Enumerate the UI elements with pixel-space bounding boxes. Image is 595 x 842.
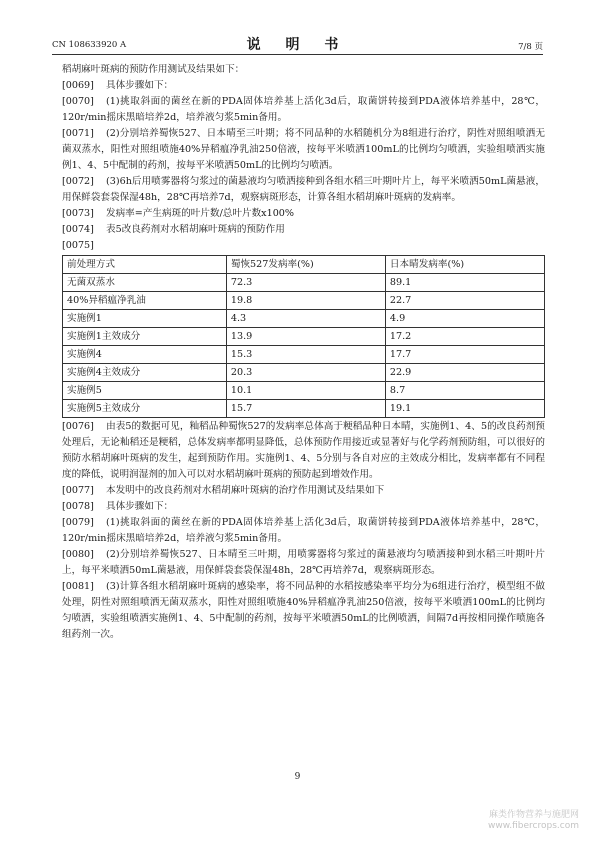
- table-cell: 89.1: [385, 274, 544, 292]
- column-header: 日本晴发病率(%): [385, 256, 544, 274]
- intro-line: 稻胡麻叶斑病的预防作用测试及结果如下：: [62, 64, 245, 75]
- paragraph: [62, 222, 545, 238]
- paragraph-number: [0074]: [62, 224, 94, 235]
- paragraph-text: 发病率=产生病斑的叶片数/总叶片数x100%: [106, 208, 295, 219]
- paragraph: [62, 579, 545, 643]
- table-cell: 8.7: [385, 382, 544, 400]
- table-cell: 22.9: [385, 364, 544, 382]
- table-cell: 13.9: [226, 328, 385, 346]
- table-cell: 72.3: [226, 274, 385, 292]
- paragraph-group-a: [62, 78, 545, 254]
- table-row: [63, 274, 545, 292]
- page-header: [52, 32, 543, 55]
- paragraph-text: (3)6h后用喷雾器将匀浆过的菌悬液均匀喷洒接种到各组水稻三叶期叶片上，每平米喷洒50mL菌悬液，用保鲜袋套袋保湿48h，28℃再培养7d，观察病斑形态，计算各组水稻胡麻叶斑病的发病率。: [62, 176, 545, 203]
- table-row: [63, 346, 545, 364]
- table-cell: 15.3: [226, 346, 385, 364]
- table-cell: 实施例4: [63, 346, 227, 364]
- page-number: 9: [294, 772, 301, 782]
- paragraph-text: (2)分别培养蜀恢527、日本晴至三叶期，用喷雾器将匀浆过的菌悬液均匀喷洒接种到水稻三叶期叶片上，每平米喷洒50mL菌悬液，用保鲜袋套袋保湿48h，28℃再培养7d，观察病斑形态。: [62, 549, 545, 576]
- paragraph: [62, 94, 545, 126]
- paragraph-number: [0075]: [62, 240, 94, 251]
- paragraph: [62, 126, 545, 174]
- paragraph: [62, 499, 545, 515]
- table-cell: 15.7: [226, 400, 385, 418]
- paragraph-text: (1)挑取斜面的菌丝在新的PDA固体培养基上活化3d后，取菌饼转接到PDA液体培养基中，28℃，120r/min摇床黑暗培养2d，培养液匀浆5min备用。: [62, 517, 545, 544]
- data-table: [62, 255, 545, 418]
- paragraph: [62, 174, 545, 206]
- paragraph: [62, 238, 545, 254]
- table-cell: 19.8: [226, 292, 385, 310]
- paragraph-number: [0072]: [62, 176, 94, 187]
- table-cell: 无菌双蒸水: [63, 274, 227, 292]
- page-reference: 7/8 页: [518, 42, 543, 52]
- table-cell: 22.7: [385, 292, 544, 310]
- paragraph-group-b: [62, 419, 545, 643]
- table-cell: 4.3: [226, 310, 385, 328]
- table-cell: 17.7: [385, 346, 544, 364]
- table-cell: 17.2: [385, 328, 544, 346]
- paragraph-number: [0077]: [62, 485, 94, 496]
- table-cell: 20.3: [226, 364, 385, 382]
- paragraph-text: 具体步骤如下：: [106, 501, 174, 512]
- paragraph-text: (3)计算各组水稻胡麻叶斑病的感染率，将不同品种的水稻按感染率平均分为6组进行治疗，模型组不做处理，阴性对照组喷洒无菌双蒸水，阳性对照组喷施40%异稻瘟净乳油250倍液，按每平米喷洒100mL的比例均匀喷洒，实验组喷洒实施例1、4、5中配制的药剂，按每平米喷洒50mL的比例喷洒，间隔7d再按相同操作喷施各组药剂一次。: [62, 581, 545, 640]
- paragraph: [62, 78, 545, 94]
- watermark-line: 麻类作物营养与施肥网: [488, 810, 579, 820]
- table-row: [63, 292, 545, 310]
- paragraph-text: 表5改良药剂对水稻胡麻叶斑病的预防作用: [106, 224, 285, 235]
- paragraph-number: [0070]: [62, 96, 94, 107]
- paragraph-number: [0069]: [62, 80, 94, 91]
- paragraph: [62, 547, 545, 579]
- table-cell: 10.1: [226, 382, 385, 400]
- paragraph-text: 本发明中的改良药剂对水稻胡麻叶斑病的治疗作用测试及结果如下: [106, 485, 385, 496]
- table-header-row: [63, 256, 545, 274]
- paragraph-number: [0078]: [62, 501, 94, 512]
- table-cell: 实施例1: [63, 310, 227, 328]
- paragraph: [62, 419, 545, 483]
- paragraph-number: [0080]: [62, 549, 94, 560]
- paragraph-text: (2)分别培养蜀恢527、日本晴至三叶期；将不同品种的水稻随机分为8组进行治疗，阴性对照组喷洒无菌双蒸水，阳性对照组喷施40%异稻瘟净乳油250倍液，按每平米喷洒100mL的比例均匀喷洒，实验组喷洒实施例1、4、5中配制的药剂，按每平米喷洒50mL的比例均匀喷洒。: [62, 128, 545, 171]
- table-row: [63, 364, 545, 382]
- table-cell: 19.1: [385, 400, 544, 418]
- paragraph: [62, 206, 545, 222]
- paragraph-text: (1)挑取斜面的菌丝在新的PDA固体培养基上活化3d后，取菌饼转接到PDA液体培养基中，28℃，120r/min摇床黑暗培养2d，培养液匀浆5min备用。: [62, 96, 545, 123]
- column-header: 蜀恢527发病率(%): [226, 256, 385, 274]
- publication-number: CN 108633920 A: [52, 40, 127, 50]
- document-title: 说 明 书: [246, 37, 349, 53]
- table-cell: 40%异稻瘟净乳油: [63, 292, 227, 310]
- table-cell: 实施例5主效成分: [63, 400, 227, 418]
- column-header: 前处理方式: [63, 256, 227, 274]
- document-body: [62, 62, 545, 643]
- paragraph-number: [0073]: [62, 208, 94, 219]
- table-cell: 实施例4主效成分: [63, 364, 227, 382]
- table-cell: 4.9: [385, 310, 544, 328]
- paragraph-number: [0079]: [62, 517, 94, 528]
- paragraph: [62, 483, 545, 499]
- watermark-url: www.fibercrops.com: [488, 821, 579, 831]
- paragraph-text: 由表5的数据可见，籼稻品种蜀恢527的发病率总体高于粳稻品种日本晴，实施例1、4、5的改良药剂预处理后，无论籼稻还是粳稻，总体发病率都明显降低，总体预防作用接近或显著好与化学药剂预防组，可以很好的预防水稻胡麻叶斑病的发生，起到预防作用。实施例1、4、5分别与各自对应的主效成分相比，发病率都有不同程度的降低，说明润湿剂的加入可以对水稻胡麻叶斑病的预防起到增效作用。: [62, 421, 545, 480]
- paragraph-number: [0076]: [62, 421, 94, 432]
- paragraph: [62, 515, 545, 547]
- paragraph-number: [0081]: [62, 581, 94, 592]
- table-cell: 实施例5: [63, 382, 227, 400]
- watermark: [488, 810, 579, 832]
- table-row: [63, 328, 545, 346]
- paragraph-text: 具体步骤如下：: [106, 80, 174, 91]
- table-cell: 实施例1主效成分: [63, 328, 227, 346]
- table-row: [63, 382, 545, 400]
- table-body: [63, 274, 545, 418]
- paragraph-number: [0071]: [62, 128, 94, 139]
- table-row: [63, 310, 545, 328]
- table-row: [63, 400, 545, 418]
